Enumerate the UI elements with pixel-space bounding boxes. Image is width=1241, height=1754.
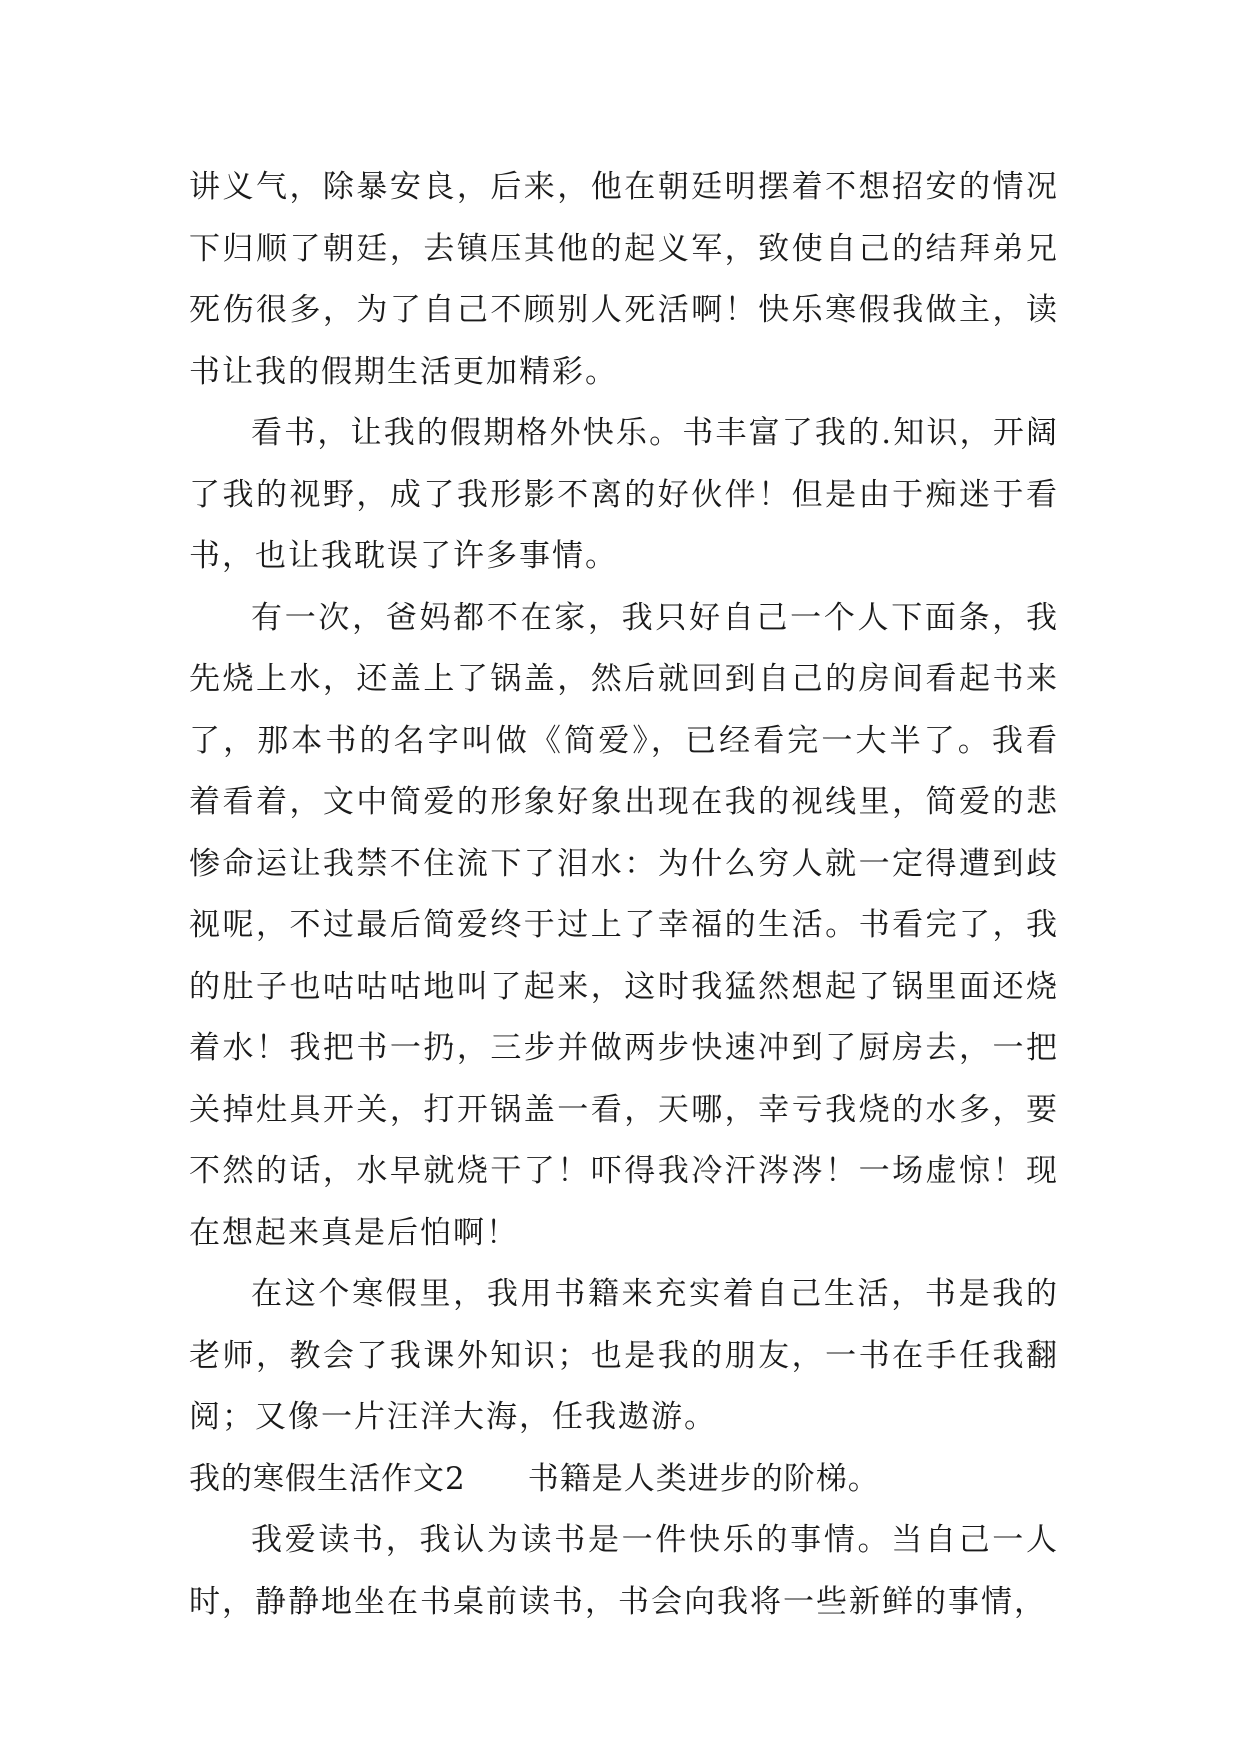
section-heading [189, 1449, 1059, 1511]
paragraph-3: 有一次，爸妈都不在家，我只好自己一个人下面条，我先烧上水，还盖上了锅盖，然后就回到自己的房间看起书来了，那本书的名字叫做《简爱》，已经看完一大半了。我看着看着，文中简爱的形象好象出现在我的视线里，简爱的悲惨命运让我禁不住流下了泪水：为什么穷人就一定得遭到歧视呢，不过最后简爱终于过上了幸福的生活。书看完了，我的肚子也咕咕咕地叫了起来，这时我猛然想起了锅里面还烧着水！我把书一扔，三步并做两步快速冲到了厨房去，一把关掉灶具开关，打开锅盖一看，天哪，幸亏我烧的水多，要不然的话，水早就烧干了！吓得我冷汗涔涔！一场虚惊！现在想起来真是后怕啊！ [189, 599, 1059, 1251]
section-subtitle: 书籍是人类进步的阶梯。 [527, 1460, 880, 1497]
section-title: 我的寒假生活作文2 [189, 1460, 466, 1497]
paragraph-2: 看书，让我的假期格外快乐。书丰富了我的.知识，开阔了我的视野，成了我形影不离的好伙伴！但是由于痴迷于看书，也让我耽误了许多事情。 [189, 415, 1059, 574]
paragraph-1: 讲义气，除暴安良，后来，他在朝廷明摆着不想招安的情况下归顺了朝廷，去镇压其他的起义军，致使自己的结拜弟兄死伤很多，为了自己不顾别人死活啊！快乐寒假我做主，读书让我的假期生活更加精彩。 [189, 169, 1059, 390]
paragraph-5: 我爱读书，我认为读书是一件快乐的事情。当自己一人时，静静地坐在书桌前读书，书会向我将一些新鲜的事情， [189, 1522, 1059, 1620]
paragraph-4: 在这个寒假里，我用书籍来充实着自己生活，书是我的老师，教会了我课外知识；也是我的朋友，一书在手任我翻阅；又像一片汪洋大海，任我遨游。 [189, 1276, 1059, 1435]
document-body [189, 157, 1059, 1633]
